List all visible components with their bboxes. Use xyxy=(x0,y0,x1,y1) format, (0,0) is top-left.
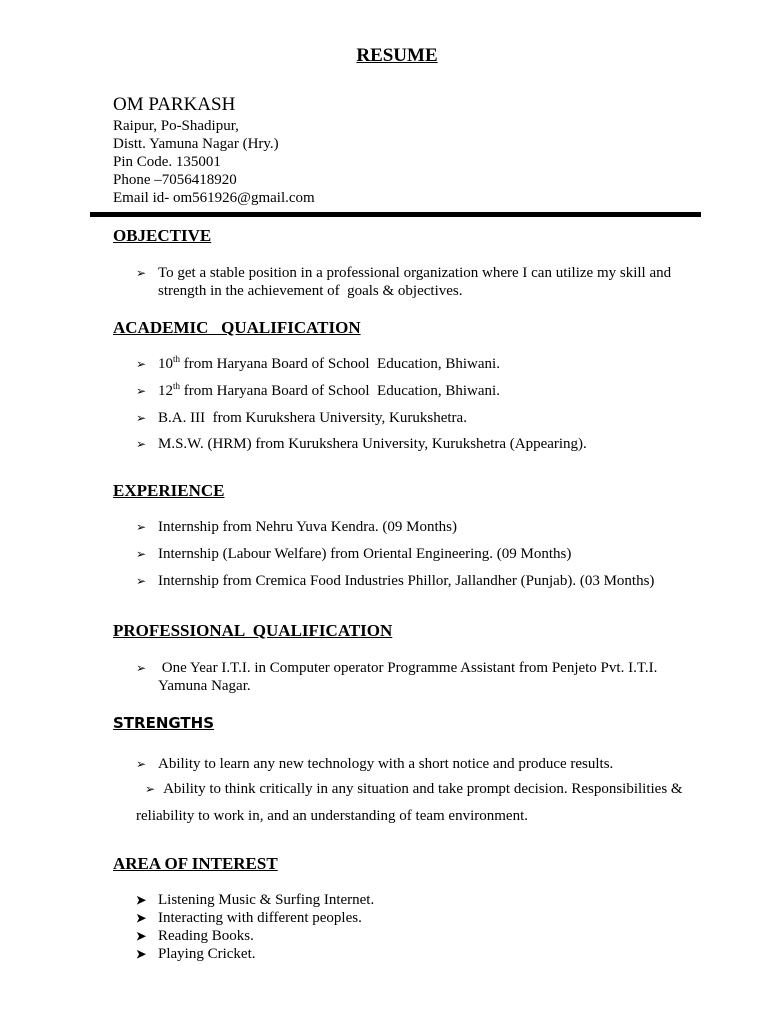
contact-block xyxy=(113,117,315,207)
interest-item: ➤ Playing Cricket. xyxy=(136,946,256,962)
interest-item: ➤ Reading Books. xyxy=(136,928,254,944)
resume-title: RESUME xyxy=(356,45,438,66)
arrow-bullet-icon: ➢ xyxy=(136,757,147,771)
arrow-bullet-icon: ➢ xyxy=(136,782,156,796)
arrow-bullet-icon: ➢ xyxy=(136,661,147,675)
arrow-bullet-icon: ➤ xyxy=(136,911,147,925)
academic-item: ➢ M.S.W. (HRM) from Kurukshera University, Kurukshetra (Appearing). xyxy=(136,436,587,452)
professional-heading: PROFESSIONAL QUALIFICATION xyxy=(113,621,393,640)
arrow-bullet-icon: ➢ xyxy=(136,357,147,371)
strength-item: ➢ Ability to think critically in any situation and take prompt decision. Responsibilities & reliability to work in, and an understanding of team environment. xyxy=(136,781,683,824)
candidate-name: OM PARKASH xyxy=(113,94,236,115)
experience-item: ➢ Internship from Cremica Food Industries Phillor, Jallandher (Punjab). (03 Months) xyxy=(136,573,655,589)
professional-item: ➢ One Year I.T.I. in Computer operator Programme Assistant from Penjeto Pvt. I.T.I. Yamuna Nagar. xyxy=(136,660,661,694)
address-line-2: Distt. Yamuna Nagar (Hry.) xyxy=(113,136,279,152)
phone-number: Phone –7056418920 xyxy=(113,172,237,188)
experience-item: ➢ Internship from Nehru Yuva Kendra. (09 Months) xyxy=(136,519,457,535)
academic-heading: ACADEMIC QUALIFICATION xyxy=(113,318,361,337)
strength-item: ➢ Ability to learn any new technology with a short notice and produce results. xyxy=(136,756,614,772)
interest-item: ➤ Listening Music & Surfing Internet. xyxy=(136,892,375,908)
objective-heading: OBJECTIVE xyxy=(113,226,212,245)
experience-item: ➢ Internship (Labour Welfare) from Oriental Engineering. (09 Months) xyxy=(136,546,572,562)
strengths-heading: STRENGTHS xyxy=(113,714,215,732)
experience-heading: EXPERIENCE xyxy=(113,481,225,500)
arrow-bullet-icon: ➤ xyxy=(136,947,147,961)
arrow-bullet-icon: ➤ xyxy=(136,929,147,943)
arrow-bullet-icon: ➢ xyxy=(136,384,147,398)
pin-code: Pin Code. 135001 xyxy=(113,154,221,170)
interest-heading: AREA OF INTEREST xyxy=(113,854,278,873)
academic-item: ➢ 12th from Haryana Board of School Education, Bhiwani. xyxy=(136,381,500,399)
arrow-bullet-icon: ➤ xyxy=(136,893,147,907)
interest-item: ➤ Interacting with different peoples. xyxy=(136,910,362,926)
academic-item: ➢ B.A. III from Kurukshera University, Kurukshetra. xyxy=(136,410,467,426)
objective-item: ➢ To get a stable position in a professional organization where I can utilize my skill and strength in the achievement of goals & objectives. xyxy=(136,265,675,299)
arrow-bullet-icon: ➢ xyxy=(136,574,147,588)
arrow-bullet-icon: ➢ xyxy=(136,547,147,561)
arrow-bullet-icon: ➢ xyxy=(136,520,147,534)
arrow-bullet-icon: ➢ xyxy=(136,411,147,425)
address-line-1: Raipur, Po-Shadipur, xyxy=(113,118,239,134)
academic-item: ➢ 10th from Haryana Board of School Education, Bhiwani. xyxy=(136,354,500,372)
arrow-bullet-icon: ➢ xyxy=(136,266,147,280)
header-divider xyxy=(90,212,701,217)
arrow-bullet-icon: ➢ xyxy=(136,437,147,451)
email-address: Email id- om561926@gmail.com xyxy=(113,190,315,206)
